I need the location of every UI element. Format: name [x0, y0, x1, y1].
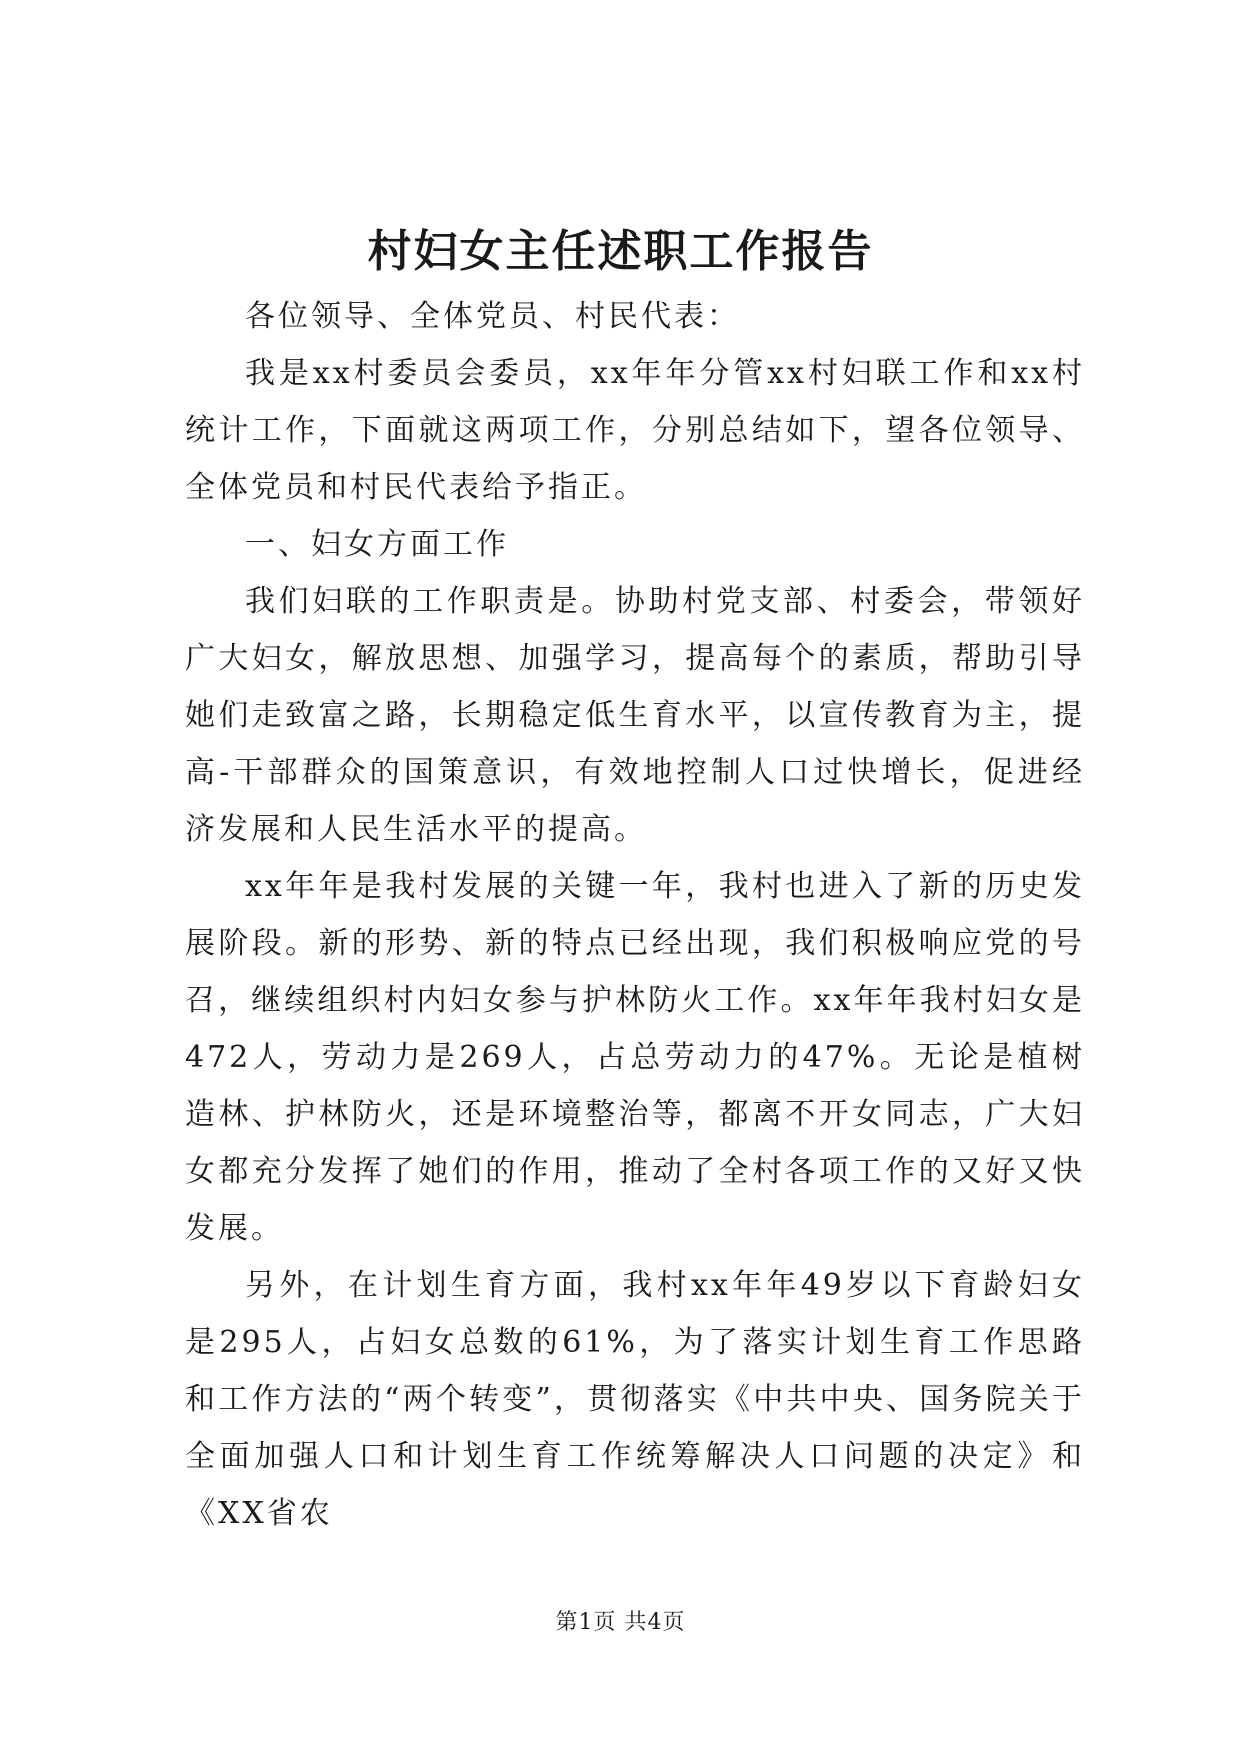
document-body: [185, 288, 1085, 1542]
document-title: 村妇女主任述职工作报告: [367, 226, 874, 277]
body-paragraph: xx年年是我村发展的关键一年，我村也进入了新的历史发展阶段。新的形势、新的特点已经出现，我们积极响应党的号召，继续组织村内妇女参与护林防火工作。xx年年我村妇女是472人，劳动力是269人，占总劳动力的47%。无论是植树造林、护林防火，还是环境整治等，都离不开女同志，广大妇女都充分发挥了她们的作用，推动了全村各项工作的又好又快发展。: [185, 869, 1085, 1246]
page-number-footer: 第1页 共4页: [555, 1610, 686, 1635]
section-heading: 一、妇女方面工作: [245, 527, 509, 562]
body-paragraph: 我们妇联的工作职责是。协助村党支部、村委会，带领好广大妇女，解放思想、加强学习，提高每个的素质，帮助引导她们走致富之路，长期稳定低生育水平，以宣传教育为主，提高-干部群众的国策意识，有效地控制人口过快增长，促进经济发展和人民生活水平的提高。: [185, 584, 1085, 847]
intro-paragraph: 我是xx村委员会委员，xx年年分管xx村妇联工作和xx村统计工作，下面就这两项工作，分别总结如下，望各位领导、全体党员和村民代表给予指正。: [185, 356, 1085, 505]
body-paragraph: 另外，在计划生育方面，我村xx年年49岁以下育龄妇女是295人，占妇女总数的61%，为了落实计划生育工作思路和工作方法的“两个转变”，贯彻落实《中共中央、国务院关于全面加强人口和计划生育工作统筹解决人口问题的决定》和《XX省农: [185, 1268, 1085, 1531]
salutation-paragraph: 各位领导、全体党员、村民代表：: [245, 299, 740, 334]
